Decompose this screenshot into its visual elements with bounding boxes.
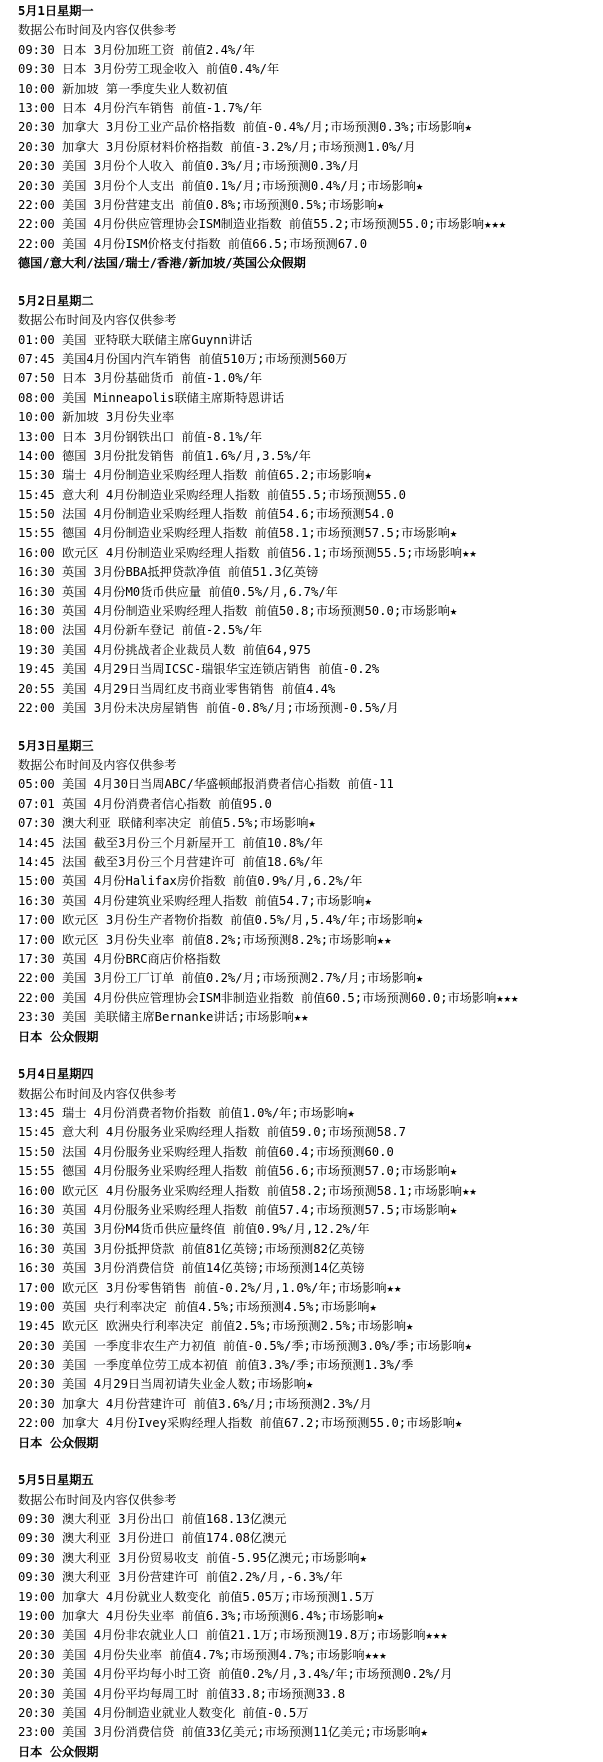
event-line: 07:50 日本 3月份基础货币 前值-1.0%/年 — [18, 371, 263, 386]
day-heading: 5月2日星期二 — [18, 293, 94, 308]
event-line: 16:00 欧元区 4月份服务业采购经理人指数 前值58.2;市场预测58.1;市场影响★★ — [18, 1183, 477, 1198]
event-line: 17:30 英国 4月份BRC商店价格指数 — [18, 951, 221, 966]
day-section — [18, 737, 601, 1047]
event-line: 01:00 美国 亚特联大联储主席Guynn讲话 — [18, 332, 253, 347]
event-line: 20:30 加拿大 3月份原材料价格指数 前值-3.2%/月;市场预测1.0%/月 — [18, 139, 416, 154]
day-heading: 5月5日星期五 — [18, 1473, 94, 1488]
event-line: 20:30 美国 4月份非农就业人口 前值21.1万;市场预测19.8万;市场影响★★★ — [18, 1628, 448, 1643]
event-line: 20:30 加拿大 3月份工业产品价格指数 前值-0.4%/月;市场预测0.3%;市场影响★ — [18, 120, 472, 135]
event-line: 23:30 美国 美联储主席Bernanke讲话;市场影响★★ — [18, 1010, 309, 1025]
event-line: 07:45 美国4月份国内汽车销售 前值510万;市场预测560万 — [18, 351, 348, 366]
event-line: 07:01 英国 4月份消费者信心指数 前值95.0 — [18, 796, 272, 811]
event-line: 17:00 欧元区 3月份生产者物价指数 前值0.5%/月,5.4%/年;市场影响★ — [18, 913, 424, 928]
event-line: 20:30 美国 3月份个人支出 前值0.1%/月;市场预测0.4%/月;市场影响★ — [18, 178, 424, 193]
event-line: 22:00 美国 4月份ISM价格支付指数 前值66.5;市场预测67.0 — [18, 236, 368, 251]
day-section — [18, 1065, 601, 1453]
disclaimer-note: 数据公布时间及内容仅供参考 — [18, 1086, 177, 1101]
event-line: 20:30 美国 3月份个人收入 前值0.3%/月;市场预测0.3%/月 — [18, 159, 360, 174]
day-section — [18, 292, 601, 719]
event-line: 13:45 瑞士 4月份消费者物价指数 前值1.0%/年;市场影响★ — [18, 1105, 355, 1120]
event-line: 15:30 瑞士 4月份制造业采购经理人指数 前值65.2;市场影响★ — [18, 468, 372, 483]
event-line: 20:30 美国 4月份制造业就业人数变化 前值-0.5万 — [18, 1706, 309, 1720]
event-line: 19:45 欧元区 欧洲央行利率决定 前值2.5%;市场预测2.5%;市场影响★ — [18, 1319, 414, 1334]
event-line: 15:00 英国 4月份Halifax房价指数 前值0.9%/月,6.2%/年 — [18, 874, 363, 889]
event-line: 20:30 美国 4月份平均每周工时 前值33.8;市场预测33.8 — [18, 1686, 346, 1701]
event-line: 15:50 法国 4月份服务业采购经理人指数 前值60.4;市场预测60.0 — [18, 1144, 394, 1159]
event-line: 07:30 澳大利亚 联储利率决定 前值5.5%;市场影响★ — [18, 816, 316, 831]
event-line: 19:00 加拿大 4月份就业人数变化 前值5.05万;市场预测1.5万 — [18, 1589, 375, 1604]
disclaimer-note: 数据公布时间及内容仅供参考 — [18, 758, 177, 773]
day-section — [18, 2, 601, 273]
day-heading: 5月3日星期三 — [18, 738, 94, 753]
event-line: 20:55 美国 4月29日当周红皮书商业零售销售 前值4.4% — [18, 681, 336, 696]
day-heading: 5月1日星期一 — [18, 4, 94, 18]
event-line: 20:30 美国 4月份平均每小时工资 前值0.2%/月,3.4%/年;市场预测0.2%/月 — [18, 1667, 453, 1682]
event-line: 20:30 加拿大 4月份营建许可 前值3.6%/月;市场预测2.3%/月 — [18, 1396, 372, 1411]
event-line: 22:00 美国 3月份工厂订单 前值0.2%/月;市场预测2.7%/月;市场影响★ — [18, 971, 424, 986]
event-line: 20:30 美国 一季度非农生产力初值 前值-0.5%/季;市场预测3.0%/季;市场影响★ — [18, 1338, 472, 1353]
event-line: 22:00 美国 4月份供应管理协会ISM非制造业指数 前值60.5;市场预测60.0;市场影响★★★ — [18, 990, 519, 1005]
event-line: 09:30 澳大利亚 3月份贸易收支 前值-5.95亿澳元;市场影响★ — [18, 1550, 367, 1565]
event-line: 16:00 欧元区 4月份制造业采购经理人指数 前值56.1;市场预测55.5;市场影响★★ — [18, 545, 477, 560]
event-line: 19:00 加拿大 4月份失业率 前值6.3%;市场预测6.4%;市场影响★ — [18, 1609, 385, 1624]
event-line: 19:30 美国 4月份挑战者企业裁员人数 前值64,975 — [18, 642, 311, 657]
holiday-note: 德国/意大利/法国/瑞士/香港/新加坡/英国公众假期 — [18, 256, 306, 271]
event-line: 15:50 法国 4月份制造业采购经理人指数 前值54.6;市场预测54.0 — [18, 507, 394, 522]
event-line: 22:00 美国 4月份供应管理协会ISM制造业指数 前值55.2;市场预测55.0;市场影响★★★ — [18, 217, 507, 232]
holiday-note: 日本 公众假期 — [18, 1435, 99, 1450]
event-line: 13:00 日本 4月份汽车销售 前值-1.7%/年 — [18, 100, 263, 115]
event-line: 09:30 澳大利亚 3月份出口 前值168.13亿澳元 — [18, 1512, 287, 1527]
event-line: 16:30 英国 4月份建筑业采购经理人指数 前值54.7;市场影响★ — [18, 893, 372, 908]
event-line: 22:00 美国 3月份未决房屋销售 前值-0.8%/月;市场预测-0.5%/月 — [18, 700, 399, 715]
disclaimer-note: 数据公布时间及内容仅供参考 — [18, 313, 177, 328]
event-line: 09:30 日本 3月份劳工现金收入 前值0.4%/年 — [18, 62, 280, 77]
disclaimer-note: 数据公布时间及内容仅供参考 — [18, 1492, 177, 1507]
event-line: 16:30 英国 4月份M0货币供应量 前值0.5%/月,6.7%/年 — [18, 584, 338, 599]
disclaimer-note: 数据公布时间及内容仅供参考 — [18, 23, 177, 38]
event-line: 15:45 意大利 4月份服务业采购经理人指数 前值59.0;市场预测58.7 — [18, 1125, 407, 1140]
event-line: 05:00 美国 4月30日当周ABC/华盛顿邮报消费者信心指数 前值-11 — [18, 777, 394, 792]
event-line: 08:00 美国 Minneapolis联储主席斯特恩讲话 — [18, 390, 285, 405]
event-line: 19:45 美国 4月29日当周ICSC-瑞银华宝连锁店销售 前值-0.2% — [18, 662, 380, 677]
event-line: 16:30 英国 4月份制造业采购经理人指数 前值50.8;市场预测50.0;市场影响★ — [18, 604, 458, 619]
event-line: 14:00 德国 3月份批发销售 前值1.6%/月,3.5%/年 — [18, 448, 311, 463]
event-line: 22:00 美国 3月份营建支出 前值0.8%;市场预测0.5%;市场影响★ — [18, 197, 385, 212]
event-line: 10:00 新加坡 3月份失业率 — [18, 410, 175, 425]
event-line: 16:30 英国 4月份服务业采购经理人指数 前值57.4;市场预测57.5;市场影响★ — [18, 1202, 458, 1217]
event-line: 09:30 澳大利亚 3月份营建许可 前值2.2%/月,-6.3%/年 — [18, 1570, 343, 1585]
event-line: 17:00 欧元区 3月份零售销售 前值-0.2%/月,1.0%/年;市场影响★★ — [18, 1280, 402, 1295]
event-line: 20:30 美国 4月份失业率 前值4.7%;市场预测4.7%;市场影响★★★ — [18, 1647, 387, 1662]
event-line: 17:00 欧元区 3月份失业率 前值8.2%;市场预测8.2%;市场影响★★ — [18, 932, 392, 947]
event-line: 14:45 法国 截至3月份三个月营建许可 前值18.6%/年 — [18, 855, 324, 869]
day-section — [18, 1471, 601, 1762]
event-line: 09:30 澳大利亚 3月份进口 前值174.08亿澳元 — [18, 1531, 287, 1546]
holiday-note: 日本 公众假期 — [18, 1744, 99, 1759]
event-line: 20:30 美国 一季度单位劳工成本初值 前值3.3%/季;市场预测1.3%/季 — [18, 1358, 414, 1373]
event-line: 18:00 法国 4月份新车登记 前值-2.5%/年 — [18, 623, 263, 638]
holiday-note: 日本 公众假期 — [18, 1029, 99, 1044]
event-line: 13:00 日本 3月份钢铁出口 前值-8.1%/年 — [18, 429, 263, 444]
event-line: 10:00 新加坡 第一季度失业人数初值 — [18, 81, 228, 96]
event-line: 19:00 英国 央行利率决定 前值4.5%;市场预测4.5%;市场影响★ — [18, 1299, 377, 1314]
event-line: 16:30 英国 3月份BBA抵押贷款净值 前值51.3亿英镑 — [18, 565, 319, 580]
day-heading: 5月4日星期四 — [18, 1067, 94, 1082]
event-line: 16:30 英国 3月份消费信贷 前值14亿英镑;市场预测14亿英镑 — [18, 1261, 365, 1276]
event-line: 23:00 美国 3月份消费信贷 前值33亿美元;市场预测11亿美元;市场影响★ — [18, 1725, 428, 1740]
event-line: 15:55 德国 4月份服务业采购经理人指数 前值56.6;市场预测57.0;市场影响★ — [18, 1164, 458, 1179]
event-line: 15:45 意大利 4月份制造业采购经理人指数 前值55.5;市场预测55.0 — [18, 487, 407, 502]
event-line: 14:45 法国 截至3月份三个月新屋开工 前值10.8%/年 — [18, 835, 324, 850]
event-line: 09:30 日本 3月份加班工资 前值2.4%/年 — [18, 42, 255, 57]
economic-calendar — [18, 2, 601, 1762]
event-line: 22:00 加拿大 4月份Ivey采购经理人指数 前值67.2;市场预测55.0;市场影响★ — [18, 1416, 463, 1431]
event-line: 16:30 英国 3月份M4货币供应量终值 前值0.9%/月,12.2%/年 — [18, 1222, 370, 1237]
event-line: 16:30 英国 3月份抵押贷款 前值81亿英镑;市场预测82亿英镑 — [18, 1241, 365, 1256]
event-line: 20:30 美国 4月29日当周初请失业金人数;市场影响★ — [18, 1377, 314, 1392]
event-line: 15:55 德国 4月份制造业采购经理人指数 前值58.1;市场预测57.5;市场影响★ — [18, 526, 458, 541]
